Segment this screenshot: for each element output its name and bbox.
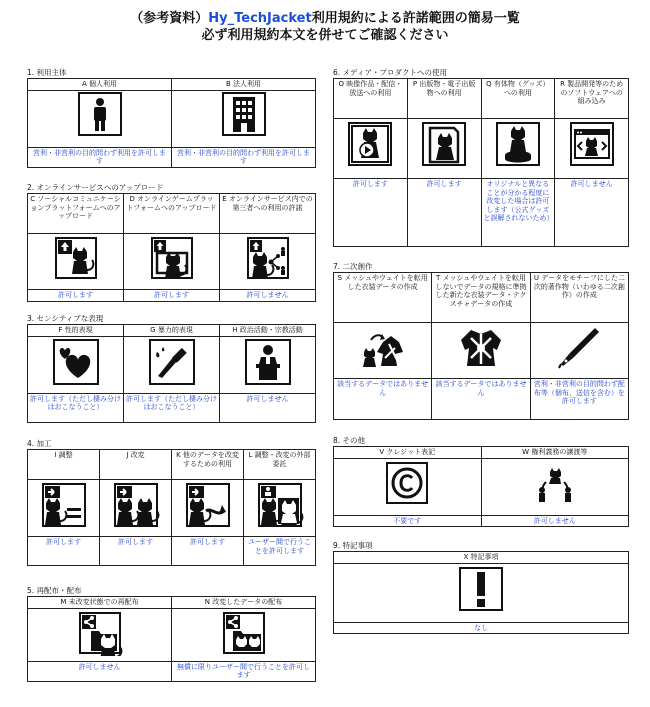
cell-header: E オンラインサービス内での第三者への利用の許諾 — [220, 194, 316, 234]
permission-table — [27, 78, 316, 168]
cell-result: 許可します — [334, 179, 408, 247]
cell-result: 該当するデータではありません — [432, 379, 530, 420]
share-users-icon — [245, 235, 291, 281]
cell-result: 該当するデータではありません — [334, 379, 432, 420]
cell-header: H 政治活動・宗教活動 — [220, 325, 316, 337]
cell-result: 許可しません — [555, 179, 629, 247]
title-prefix: （参考資料） — [130, 11, 209, 26]
cell-header: T メッシュやウェイトを転用しないでデータの規格に準拠した新たな衣装データ・テクスチャデータの作成 — [432, 273, 530, 323]
cell-header: M 未改変状態での再配布 — [28, 597, 172, 609]
outsource-icon — [256, 481, 304, 529]
person-icon — [78, 92, 122, 136]
cell-result: 不要です — [334, 515, 482, 527]
section-title: 7. 二次創作 — [333, 262, 373, 271]
cell-result: 許可しません — [220, 393, 316, 422]
cell-result: なし — [334, 622, 629, 634]
section-other — [333, 436, 629, 527]
cell-result: 許可します — [407, 179, 481, 247]
cell-result: 許可します — [124, 290, 220, 302]
cell-header: F 性的表現 — [28, 325, 124, 337]
title-brand: Hy_TechJacket — [208, 11, 312, 26]
cell-result: 営利・非営利の目的問わず利用を許可します — [172, 147, 316, 167]
section-usage-subject — [27, 68, 316, 168]
permission-table — [333, 446, 629, 527]
cell-header: C ソーシャルコミュニケーションプラットフォームへのアップロード — [28, 194, 124, 234]
distribute-modified-icon — [221, 610, 267, 656]
transfer-icon — [184, 481, 232, 529]
building-icon — [222, 92, 266, 136]
cell-result: 許可します — [100, 537, 172, 566]
cell-header: O 映像作品・配信・放送への利用 — [334, 79, 408, 119]
cell-result: 許可します（ただし棲み分けはおこなうこと） — [28, 393, 124, 422]
section-title: 4. 加工 — [27, 439, 52, 448]
cell-result: 無償に限りユーザー間で行うことを許可します — [172, 661, 316, 681]
adjust-icon — [40, 481, 88, 529]
section-media-product — [333, 68, 629, 247]
cell-header: W 権利義務の譲渡等 — [481, 447, 629, 459]
cell-header: U データをモチーフにした二次的著作物（いわゆる二次創作）の作成 — [530, 273, 628, 323]
cell-result: オリジナルと異なることが分かる程度に改変した場合は許可します（公式グッズと誤解されないため） — [481, 179, 555, 247]
modify-icon — [112, 481, 160, 529]
cell-result: 許可します — [172, 537, 244, 566]
section-title: 5. 再配布・配布 — [27, 586, 82, 595]
section-derivative — [333, 262, 629, 420]
cell-header: X 特記事項 — [334, 552, 629, 564]
permission-table — [333, 272, 629, 420]
section-online-upload — [27, 183, 316, 302]
section-title: 1. 利用主体 — [27, 68, 67, 77]
cell-header: J 改変 — [100, 450, 172, 480]
section-sensitive — [27, 314, 316, 423]
cell-result: ユーザー間で行うことを許可します — [244, 537, 316, 566]
cell-header: R 製品開発等のためのソフトウェアへの組み込み — [555, 79, 629, 119]
permission-table — [333, 551, 629, 634]
section-special-notes — [333, 541, 629, 634]
cell-header: G 暴力的表現 — [124, 325, 220, 337]
permission-table — [27, 449, 316, 566]
permission-table — [27, 324, 316, 423]
cell-result: 許可します（ただし棲み分けはおこなうこと） — [124, 393, 220, 422]
rights-transfer-icon — [532, 460, 578, 506]
permission-table — [27, 596, 316, 682]
permission-table — [333, 78, 629, 247]
section-title: 8. その他 — [333, 436, 366, 445]
cell-header: D オンラインゲームプラットフォームへのアップロード — [124, 194, 220, 234]
cell-result: 許可します — [28, 290, 124, 302]
cell-result: 許可しません — [220, 290, 316, 302]
cell-header: V クレジット表記 — [334, 447, 482, 459]
page-title — [0, 10, 650, 44]
cell-header: L 調整・改変の外部委託 — [244, 450, 316, 480]
hearts-icon — [52, 338, 100, 386]
section-processing — [27, 439, 316, 566]
section-redistribution — [27, 586, 316, 682]
cell-result: 許可しません — [28, 661, 172, 681]
cloth-icon — [457, 324, 505, 372]
section-title: 6. メディア・プロダクトへの使用 — [333, 68, 447, 77]
cloth-transfer-icon — [359, 324, 407, 372]
cell-header: I 調整 — [28, 450, 100, 480]
cell-header: K 他のデータを改変するための利用 — [172, 450, 244, 480]
cell-header: A 個人利用 — [28, 79, 172, 91]
title-line-1 — [0, 10, 650, 27]
title-suffix: 利用規約による許諾範囲の簡易一覧 — [311, 11, 520, 26]
upload-avatar-icon — [53, 235, 99, 281]
knife-icon — [148, 338, 196, 386]
copyright-icon — [384, 460, 430, 506]
figure-icon — [494, 120, 542, 168]
cell-result: 営利・非営利の目的問わず配布等（個布、送信を含む）を許可します — [530, 379, 628, 420]
cell-header: Q 有体物（グッズ）への利用 — [481, 79, 555, 119]
cell-result: 営利・非営利の目的問わず利用を許可します — [28, 147, 172, 167]
cell-header: S メッシュやウェイトを転用した衣装データの作成 — [334, 273, 432, 323]
section-title: 9. 特記事項 — [333, 541, 373, 550]
pen-icon — [555, 324, 603, 372]
cell-header: N 改変したデータの配布 — [172, 597, 316, 609]
section-title: 2. オンラインサービスへのアップロード — [27, 183, 164, 192]
upload-monitor-icon — [149, 235, 195, 281]
cell-result: 許可します — [28, 537, 100, 566]
section-title: 3. センシティブな表現 — [27, 314, 104, 323]
exclamation-icon — [457, 565, 505, 613]
cell-header: P 出版物・電子出版物への利用 — [407, 79, 481, 119]
redistribute-icon — [77, 610, 123, 656]
podium-icon — [244, 338, 292, 386]
cell-header: B 法人利用 — [172, 79, 316, 91]
video-icon — [346, 120, 394, 168]
software-icon — [568, 120, 616, 168]
title-line-2: 必ず利用規約本文を併せてご確認ください — [201, 28, 449, 43]
permission-table — [27, 193, 316, 302]
publication-icon — [420, 120, 468, 168]
cell-result: 許可しません — [481, 515, 629, 527]
